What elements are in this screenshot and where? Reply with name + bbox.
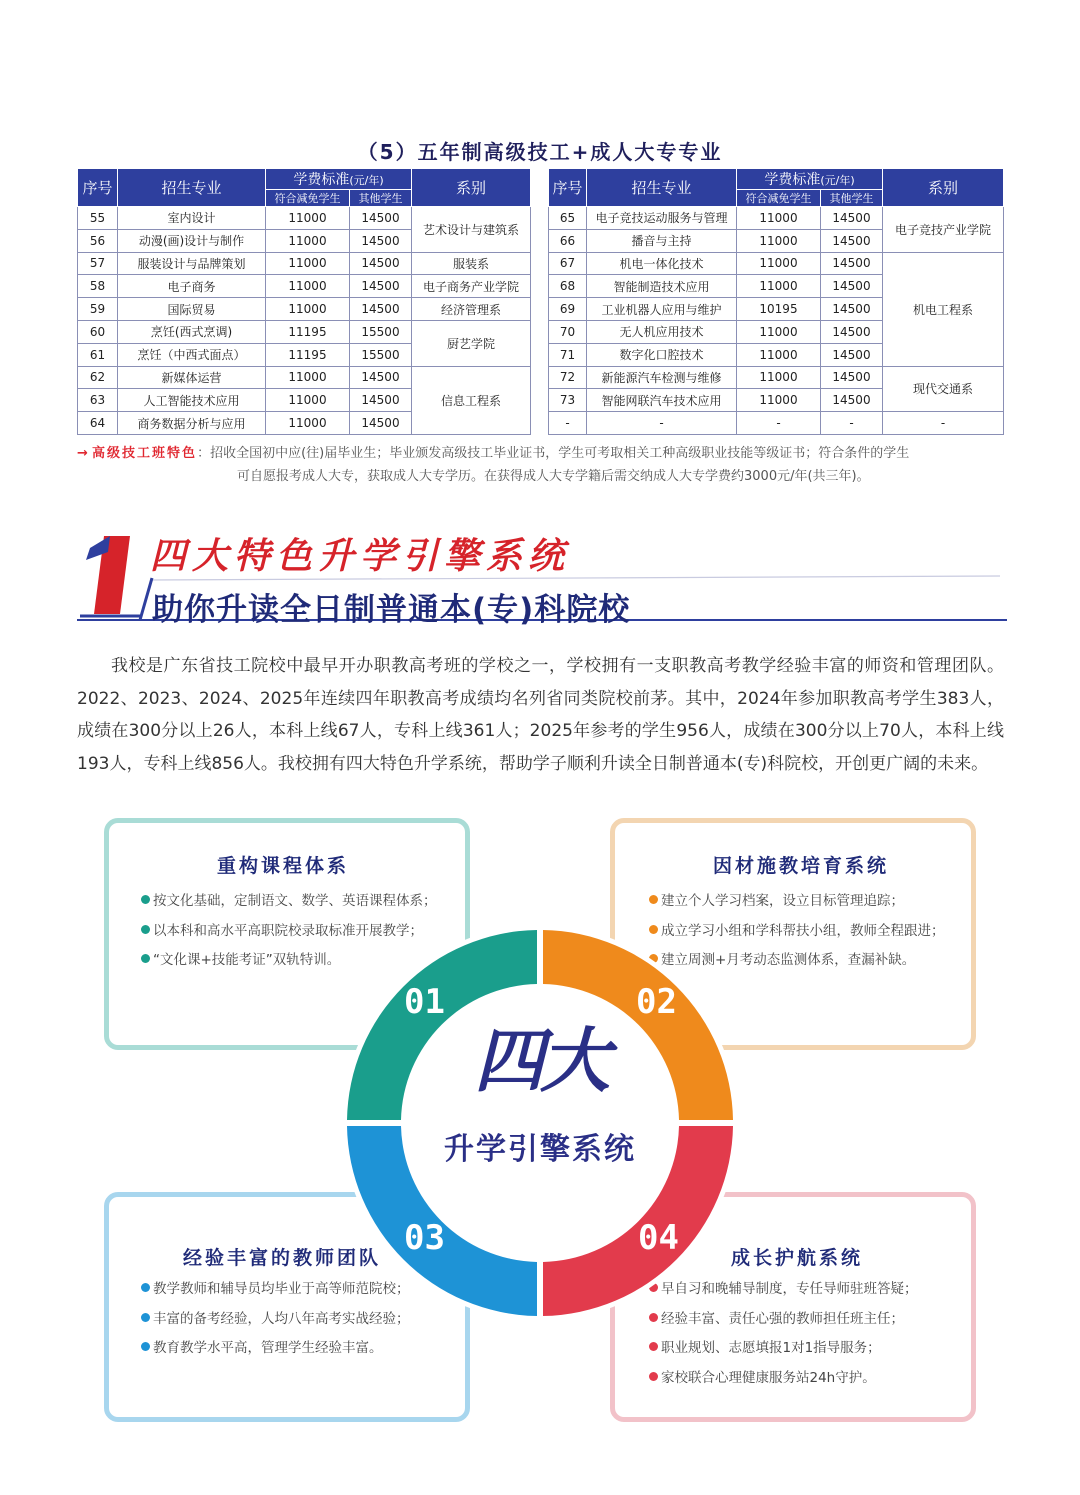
row-fee-waiver: 11000 xyxy=(737,229,821,252)
feature-note-line1: ：招收全国初中应(往)届毕业生；毕业颁发高级技工毕业证书，学生可考取相关工种高级职业技能等级证书；符合条件的学生 xyxy=(197,446,910,461)
row-number: 65 xyxy=(549,207,587,230)
row-dept: 机电工程系 xyxy=(883,252,1004,366)
row-number: 57 xyxy=(78,252,118,275)
calligraphy-title: 四大特色升学引擎系统 xyxy=(150,535,571,577)
row-number: 73 xyxy=(549,389,587,412)
row-fee-waiver: 11000 xyxy=(266,412,350,435)
row-number: 59 xyxy=(78,298,118,321)
row-number: 61 xyxy=(78,343,118,366)
row-fee-waiver: - xyxy=(737,412,821,435)
table-row xyxy=(78,366,531,389)
row-number: 62 xyxy=(78,366,118,389)
list-item: 建立周测+月考动态监测体系，查漏补缺。 xyxy=(649,946,945,976)
row-number: 66 xyxy=(549,229,587,252)
row-dept: - xyxy=(883,412,1004,435)
row-major: 工业机器人应用与维护 xyxy=(587,298,737,321)
fee-table-right xyxy=(548,168,1004,435)
intro-paragraph: 我校是广东省技工院校中最早开办职教高考班的学校之一，学校拥有一支职教高考教学经验丰富的师资和管理团队。2022、2023、2024、2025年连续四年职教高考成绩均名列省同类院校前茅。其中，2024年参加职教高考学生383人，成绩在300分以上26人，本科上线67人，专科上线361人；2025年参考的学生956人，成绩在300分以上70人，本科上线193人，专科上线856人。我校拥有四大特色升学系统，帮助学子顺利升读全日制普通本(专)科院校，开创更广阔的未来。 xyxy=(77,656,1004,774)
row-major: 电子竞技运动服务与管理 xyxy=(587,207,737,230)
header-fee-other: 其他学生 xyxy=(821,190,883,207)
header-fee-label: 学费标准 xyxy=(764,172,821,188)
header-major: 招生专业 xyxy=(118,169,266,207)
row-number: 63 xyxy=(78,389,118,412)
header-dept: 系别 xyxy=(412,169,531,207)
row-fee-other: 14500 xyxy=(350,389,412,412)
list-item: 按文化基础，定制语文、数学、英语课程体系； xyxy=(141,887,437,917)
bullet-dot-icon xyxy=(141,1342,150,1351)
header-seq: 序号 xyxy=(78,169,118,207)
row-major: 动漫(画)设计与制作 xyxy=(118,229,266,252)
bullet-dot-icon xyxy=(141,1313,150,1322)
row-fee-other: 14500 xyxy=(350,275,412,298)
section-number: 1 xyxy=(80,515,91,534)
table-row xyxy=(549,207,1004,230)
number-03: 03 xyxy=(404,1218,445,1258)
row-number: 72 xyxy=(549,366,587,389)
row-fee-other: 14500 xyxy=(821,207,883,230)
row-fee-other: 14500 xyxy=(821,252,883,275)
list-item: 职业规划、志愿填报1对1指导服务； xyxy=(649,1334,918,1364)
bullet-dot-icon xyxy=(141,1283,150,1292)
row-fee-waiver: 11000 xyxy=(266,275,350,298)
arrow-right-icon: → xyxy=(77,446,88,461)
row-dept: 厨艺学院 xyxy=(412,320,531,366)
row-dept: 现代交通系 xyxy=(883,366,1004,412)
row-major: 智能制造技术应用 xyxy=(587,275,737,298)
table-row xyxy=(549,252,1004,275)
table-row xyxy=(78,207,531,230)
engine-ring-graphic xyxy=(343,926,737,1320)
box-title: 经验丰富的教师团队 xyxy=(183,1247,382,1269)
row-number: 64 xyxy=(78,412,118,435)
header-fee xyxy=(737,169,883,190)
row-fee-other: 14500 xyxy=(821,320,883,343)
row-fee-other: 14500 xyxy=(821,389,883,412)
row-fee-waiver: 11195 xyxy=(266,320,350,343)
feature-note-line2: 可自愿报考成人大专，获取成人大专学历。在获得成人大专学籍后需交纳成人大专学费约3000元/年(共三年)。 xyxy=(237,469,870,484)
row-major: 商务数据分析与应用 xyxy=(118,412,266,435)
section-title: 助你升读全日制普通本(专)科院校 xyxy=(152,592,631,628)
row-number: 67 xyxy=(549,252,587,275)
list-item: 教学教师和辅导员均毕业于高等师范院校； xyxy=(141,1275,410,1305)
row-fee-waiver: 11000 xyxy=(266,389,350,412)
row-number: 58 xyxy=(78,275,118,298)
row-fee-waiver: 11000 xyxy=(737,389,821,412)
header-dept: 系别 xyxy=(883,169,1004,207)
row-fee-other: 14500 xyxy=(821,343,883,366)
row-fee-waiver: 11000 xyxy=(266,366,350,389)
row-number: 55 xyxy=(78,207,118,230)
row-fee-other: 15500 xyxy=(350,343,412,366)
box-title: 重构课程体系 xyxy=(217,855,350,877)
section-number-graphic xyxy=(80,515,142,620)
bullet-dot-icon xyxy=(141,954,150,963)
row-fee-waiver: 11000 xyxy=(737,207,821,230)
header-fee-unit: (元/年) xyxy=(820,174,855,187)
number-02: 02 xyxy=(636,982,677,1022)
row-fee-waiver: 11000 xyxy=(737,275,821,298)
row-dept: 服装系 xyxy=(412,252,531,275)
bullet-dot-icon xyxy=(141,925,150,934)
header-seq: 序号 xyxy=(549,169,587,207)
row-major: 智能网联汽车技术应用 xyxy=(587,389,737,412)
row-dept: 艺术设计与建筑系 xyxy=(412,207,531,253)
row-dept: 电子商务产业学院 xyxy=(412,275,531,298)
row-fee-other: 14500 xyxy=(821,229,883,252)
number-01: 01 xyxy=(404,982,445,1022)
list-item: 成立学习小组和学科帮扶小组，教师全程跟进； xyxy=(649,917,945,947)
row-fee-other: 14500 xyxy=(350,252,412,275)
row-major: 服装设计与品牌策划 xyxy=(118,252,266,275)
center-subtitle: 升学引擎系统 xyxy=(444,1132,636,1167)
row-major: 烹饪（中西式面点） xyxy=(118,343,266,366)
row-fee-other: 14500 xyxy=(350,412,412,435)
row-fee-waiver: 11195 xyxy=(266,343,350,366)
row-fee-waiver: 11000 xyxy=(266,229,350,252)
list-item: 早自习和晚辅导制度，专任导师驻班答疑； xyxy=(649,1275,918,1305)
row-number: 69 xyxy=(549,298,587,321)
row-fee-waiver: 10195 xyxy=(737,298,821,321)
list-item: 经验丰富、责任心强的教师担任班主任； xyxy=(649,1305,918,1335)
list-item: 家校联合心理健康服务站24h守护。 xyxy=(649,1364,918,1394)
row-fee-other: 14500 xyxy=(821,366,883,389)
row-major: 电子商务 xyxy=(118,275,266,298)
row-fee-other: - xyxy=(821,412,883,435)
header-fee-unit: (元/年) xyxy=(349,174,384,187)
table-row xyxy=(78,252,531,275)
row-number: - xyxy=(549,412,587,435)
row-fee-waiver: 11000 xyxy=(737,252,821,275)
header-fee-other: 其他学生 xyxy=(350,190,412,207)
row-major: 室内设计 xyxy=(118,207,266,230)
row-number: 68 xyxy=(549,275,587,298)
row-major: 新媒体运营 xyxy=(118,366,266,389)
feature-note-label: 高级技工班特色 xyxy=(92,446,198,461)
row-dept: 信息工程系 xyxy=(412,366,531,434)
row-fee-waiver: 11000 xyxy=(266,298,350,321)
row-dept: 电子竞技产业学院 xyxy=(883,207,1004,253)
row-major: 播音与主持 xyxy=(587,229,737,252)
row-fee-other: 14500 xyxy=(821,275,883,298)
bullet-dot-icon xyxy=(649,895,658,904)
header-fee-waiver: 符合减免学生 xyxy=(266,190,350,207)
row-fee-waiver: 11000 xyxy=(737,366,821,389)
row-fee-other: 14500 xyxy=(350,366,412,389)
list-item: “文化课+技能考证”双轨特训。 xyxy=(141,946,437,976)
fee-table-left xyxy=(77,168,531,435)
table-row xyxy=(78,298,531,321)
row-dept: 经济管理系 xyxy=(412,298,531,321)
bullet-dot-icon xyxy=(649,1372,658,1381)
bullet-dot-icon xyxy=(141,895,150,904)
row-fee-other: 14500 xyxy=(350,229,412,252)
row-major: 人工智能技术应用 xyxy=(118,389,266,412)
header-major: 招生专业 xyxy=(587,169,737,207)
table-row xyxy=(78,275,531,298)
row-fee-other: 15500 xyxy=(350,320,412,343)
row-fee-other: 14500 xyxy=(350,298,412,321)
number-04: 04 xyxy=(638,1218,679,1258)
table-row xyxy=(78,320,531,343)
row-number: 71 xyxy=(549,343,587,366)
row-fee-waiver: 11000 xyxy=(737,320,821,343)
row-major: 无人机应用技术 xyxy=(587,320,737,343)
header-fee xyxy=(266,169,412,190)
row-fee-waiver: 11000 xyxy=(266,252,350,275)
row-number: 60 xyxy=(78,320,118,343)
row-fee-other: 14500 xyxy=(350,207,412,230)
row-major: 国际贸易 xyxy=(118,298,266,321)
header-fee-waiver: 符合减免学生 xyxy=(737,190,821,207)
list-item: 建立个人学习档案，设立目标管理追踪； xyxy=(649,887,945,917)
row-fee-other: 14500 xyxy=(821,298,883,321)
row-major: 机电一体化技术 xyxy=(587,252,737,275)
row-fee-waiver: 11000 xyxy=(266,207,350,230)
row-major: 数字化口腔技术 xyxy=(587,343,737,366)
row-number: 56 xyxy=(78,229,118,252)
list-item: 教育教学水平高，管理学生经验丰富。 xyxy=(141,1334,410,1364)
row-fee-waiver: 11000 xyxy=(737,343,821,366)
list-item: 丰富的备考经验，人均八年高考实战经验； xyxy=(141,1305,410,1335)
box-title: 因材施教培育系统 xyxy=(713,855,890,877)
center-big-text: 四大 xyxy=(474,1019,606,1102)
row-major: 新能源汽车检测与维修 xyxy=(587,366,737,389)
table-row xyxy=(549,412,1004,435)
row-major: 烹饪(西式烹调) xyxy=(118,320,266,343)
row-major: - xyxy=(587,412,737,435)
row-number: 70 xyxy=(549,320,587,343)
table-row xyxy=(549,366,1004,389)
header-fee-label: 学费标准 xyxy=(293,172,350,188)
list-item: 以本科和高水平高职院校录取标准开展教学； xyxy=(141,917,437,947)
box-title: 成长护航系统 xyxy=(731,1247,864,1269)
bullet-dot-icon xyxy=(649,1342,658,1351)
table-title: （5）五年制高级技工+成人大专专业 xyxy=(357,140,723,164)
feature-note xyxy=(77,442,1007,488)
